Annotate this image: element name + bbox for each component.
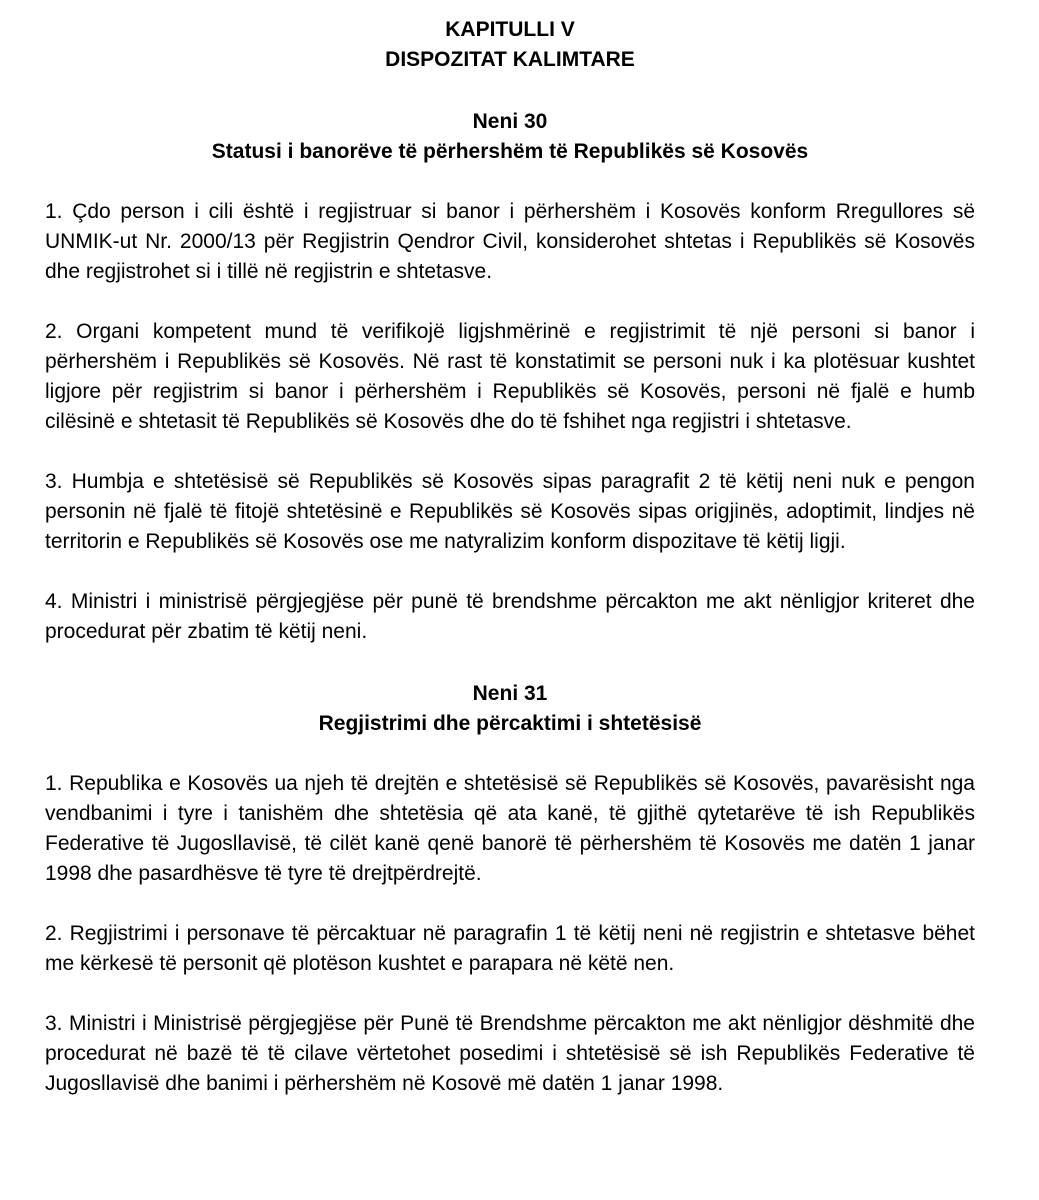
article-paragraph: 1. Republika e Kosovës ua njeh të drejtën e shtetësisë së Republikës së Kosovës, pavarësisht nga vendbanimi i tyre i tanishëm dhe shtetësia që ata kanë, të gjithë qytetarëve të ish Republikës Federative të Jugosllavisë, të cilët kanë qenë banorë të përhershëm të Kosovës me datën 1 janar 1998 dhe pasardhësve të tyre të drejtpërdrejtë. (45, 772, 975, 885)
chapter-title: DISPOZITAT KALIMTARE (385, 48, 635, 71)
article-paragraph: 2. Regjistrimi i personave të përcaktuar në paragrafin 1 të këtij neni në regjistrin e shtetasve bëhet me kërkesë të personit që plotëson kushtet e parapara në këtë nen. (45, 922, 975, 975)
chapter-number: KAPITULLI V (445, 18, 575, 41)
article-number: Neni 30 (472, 110, 548, 133)
article-paragraph: 3. Humbja e shtetësisë së Republikës së Kosovës sipas paragrafit 2 të këtij neni nuk e pengon personin në fjalë të fitojë shtetësinë e Republikës së Kosovës sipas origjinës, adoptimit, lindjes në territorin e Republikës së Kosovës ose me natyralizim konform dispozitave të këtij ligji. (45, 470, 975, 553)
article-paragraph: 2. Organi kompetent mund të verifikojë ligjshmërinë e regjistrimit të një personi si banor i përhershëm i Republikës së Kosovës. Në rast të konstatimit se personi nuk i ka plotësuar kushtet ligjore për regjistrim si banor i përhershëm i Republikës së Kosovës, personi në fjalë e humb cilësinë e shtetasit të Republikës së Kosovës dhe do të fshihet nga regjistri i shtetasve. (45, 320, 975, 433)
article-paragraph: 1. Çdo person i cili është i regjistruar si banor i përhershëm i Kosovës konform Rregullores së UNMIK-ut Nr. 2000/13 për Regjistrin Qendror Civil, konsiderohet shtetas i Republikës së Kosovës dhe regjistrohet si i tillë në regjistrin e shtetasve. (45, 200, 975, 283)
article-title: Statusi i banorëve të përhershëm të Republikës së Kosovës (211, 140, 809, 163)
article-paragraph: 4. Ministri i ministrisë përgjegjëse për punë të brendshme përcakton me akt nënligjor kriteret dhe procedurat për zbatim të këtij neni. (45, 590, 975, 643)
article-paragraph: 3. Ministri i Ministrisë përgjegjëse për Punë të Brendshme përcakton me akt nënligjor dëshmitë dhe procedurat në bazë të të cilave vërtetohet posedimi i shtetësisë së ish Republikës Federative të Jugosllavisë dhe banimi i përhershëm në Kosovë më datën 1 janar 1998. (45, 1012, 975, 1095)
article-number: Neni 31 (472, 682, 548, 705)
article-31 (45, 679, 975, 1099)
chapter-header (45, 15, 975, 75)
article-30 (45, 107, 975, 647)
article-title: Regjistrimi dhe përcaktimi i shtetësisë (318, 712, 702, 735)
